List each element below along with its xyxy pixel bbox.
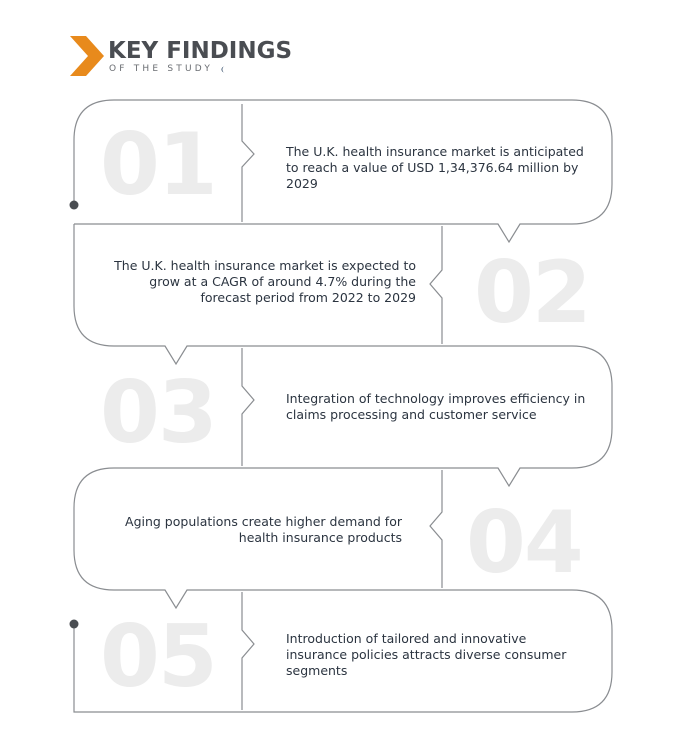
finding-number-5: 05 xyxy=(100,607,216,707)
page-subtitle: OF THE STUDY xyxy=(109,64,214,74)
finding-number-3: 03 xyxy=(100,363,216,463)
finding-number-4: 04 xyxy=(466,493,582,593)
divider-4 xyxy=(430,470,442,588)
start-dot xyxy=(70,201,79,210)
finding-text-1: The U.K. health insurance market is anticipated to reach a value of USD 1,34,376.64 million by 2029 xyxy=(286,144,584,191)
finding-number-2: 02 xyxy=(474,243,590,343)
page-title: KEY FINDINGS xyxy=(108,38,293,64)
finding-text-4: Aging populations create higher demand for health insurance products xyxy=(125,514,402,545)
divider-5 xyxy=(242,592,254,710)
divider-2 xyxy=(430,226,442,344)
divider-3 xyxy=(242,348,254,466)
divider-1 xyxy=(242,104,254,222)
finding-text-5: Introduction of tailored and innovative insurance policies attracts diverse consumer segments xyxy=(286,631,567,678)
finding-number-1: 01 xyxy=(100,115,216,215)
finding-text-2: The U.K. health insurance market is expected to grow at a CAGR of around 4.7% during the forecast period from 2022 to 2029 xyxy=(114,258,416,305)
finding-text-3: Integration of technology improves efficiency in claims processing and customer service xyxy=(286,391,586,422)
end-dot xyxy=(70,620,79,629)
